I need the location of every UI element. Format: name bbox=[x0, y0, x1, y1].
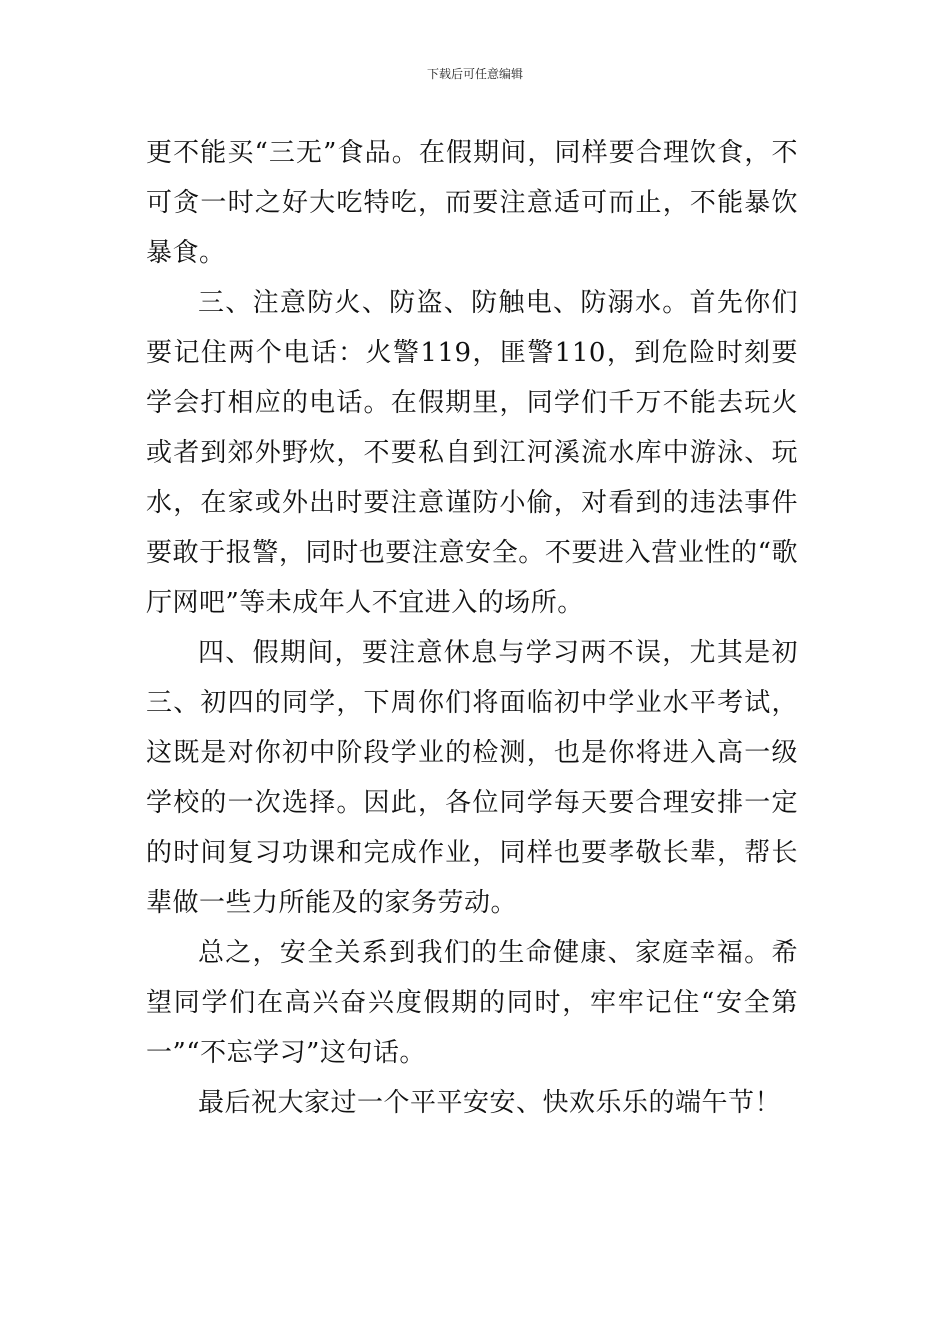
paragraph-5: 最后祝大家过一个平平安安、快欢乐乐的端午节！ bbox=[198, 1088, 782, 1118]
paragraph-4: 总之，安全关系到我们的生命健康、家庭幸福。希望同学们在高兴奋兴度假期的同时，牢牢记住“安全第一”“不忘学习”这句话。 bbox=[146, 938, 798, 1068]
paragraph-1: 更不能买“三无”食品。在假期间，同样要合理饮食，不可贪一时之好大吃特吃，而要注意适可而止，不能暴饮暴食。 bbox=[146, 138, 798, 268]
paragraph-3: 四、假期间，要注意休息与学习两不误，尤其是初三、初四的同学，下周你们将面临初中学业水平考试，这既是对你初中阶段学业的检测，也是你将进入高一级学校的一次选择。因此，各位同学每天要合理安排一定的时间复习功课和完成作业，同样也要孝敬长辈，帮长辈做一些力所能及的家务劳动。 bbox=[146, 638, 798, 918]
paragraph-2: 三、注意防火、防盗、防触电、防溺水。首先你们要记住两个电话：火警119，匪警110，到危险时刻要学会打相应的电话。在假期里，同学们千万不能去玩火或者到郊外野炊，不要私自到江河溪流水库中游泳、玩水，在家或外出时要注意谨防小偷，对看到的违法事件要敢于报警，同时也要注意安全。不要进入营业性的“歌厅网吧”等未成年人不宜进入的场所。 bbox=[146, 288, 798, 618]
page-header: 下载后可任意编辑 bbox=[426, 67, 523, 81]
document-body bbox=[146, 128, 798, 1128]
